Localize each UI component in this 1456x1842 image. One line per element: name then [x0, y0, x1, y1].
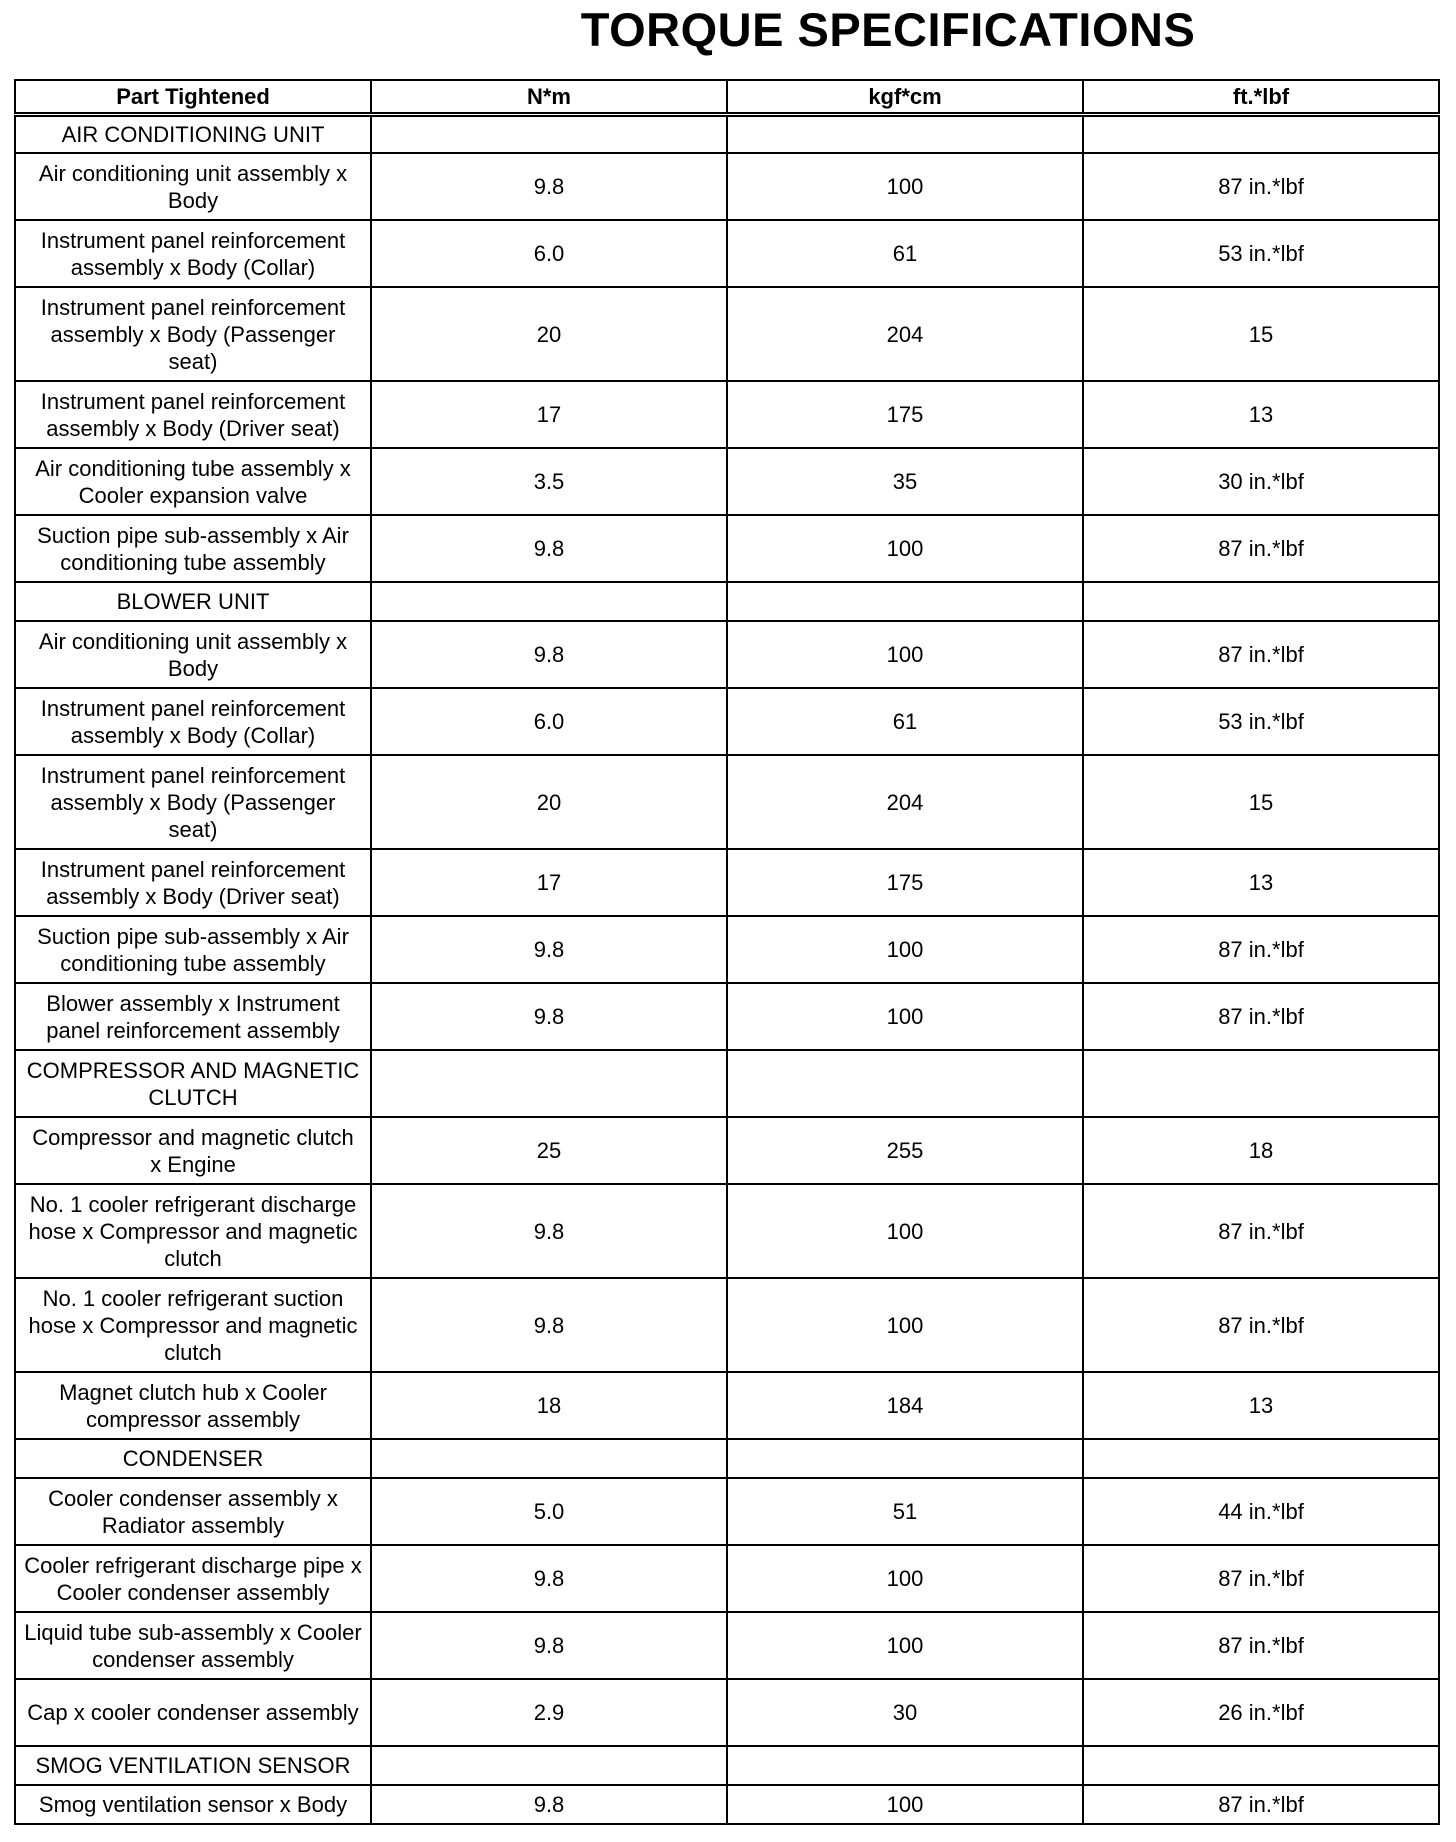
kgf-cell: 100: [727, 1612, 1083, 1679]
part-cell: Cap x cooler condenser assembly: [15, 1679, 371, 1746]
kgf-cell: [727, 582, 1083, 621]
table-row: [15, 1785, 1439, 1824]
section-header-row: [15, 114, 1439, 153]
nm-cell: 9.8: [371, 1785, 727, 1824]
nm-cell: 5.0: [371, 1478, 727, 1545]
ft-cell: 13: [1083, 1372, 1439, 1439]
ft-cell: 87 in.*lbf: [1083, 515, 1439, 582]
table-header-row: [15, 80, 1439, 114]
ft-cell: 53 in.*lbf: [1083, 688, 1439, 755]
ft-cell: 26 in.*lbf: [1083, 1679, 1439, 1746]
part-cell: Instrument panel reinforcement assembly x Body (Collar): [15, 688, 371, 755]
kgf-cell: 175: [727, 381, 1083, 448]
nm-cell: [371, 1439, 727, 1478]
table-row: [15, 849, 1439, 916]
nm-cell: 9.8: [371, 916, 727, 983]
section-header-row: [15, 1439, 1439, 1478]
kgf-cell: 204: [727, 755, 1083, 849]
kgf-cell: [727, 1439, 1083, 1478]
table-row: [15, 916, 1439, 983]
section-title: BLOWER UNIT: [15, 582, 371, 621]
section-header-row: [15, 1746, 1439, 1785]
kgf-cell: [727, 1050, 1083, 1117]
ft-cell: [1083, 1050, 1439, 1117]
part-cell: Instrument panel reinforcement assembly x Body (Passenger seat): [15, 287, 371, 381]
part-cell: No. 1 cooler refrigerant suction hose x Compressor and magnetic clutch: [15, 1278, 371, 1372]
nm-cell: 2.9: [371, 1679, 727, 1746]
nm-cell: 9.8: [371, 153, 727, 220]
part-cell: Cooler refrigerant discharge pipe x Cooler condenser assembly: [15, 1545, 371, 1612]
nm-cell: 9.8: [371, 1278, 727, 1372]
nm-cell: [371, 114, 727, 153]
part-cell: Air conditioning unit assembly x Body: [15, 153, 371, 220]
part-cell: Compressor and magnetic clutch x Engine: [15, 1117, 371, 1184]
ft-cell: 53 in.*lbf: [1083, 220, 1439, 287]
table-row: [15, 1612, 1439, 1679]
kgf-cell: 100: [727, 1545, 1083, 1612]
kgf-cell: 204: [727, 287, 1083, 381]
ft-cell: [1083, 114, 1439, 153]
table-row: [15, 287, 1439, 381]
ft-cell: 87 in.*lbf: [1083, 1545, 1439, 1612]
part-cell: Smog ventilation sensor x Body: [15, 1785, 371, 1824]
table-row: [15, 153, 1439, 220]
table-row: [15, 220, 1439, 287]
page-title: TORQUE SPECIFICATIONS: [580, 3, 1196, 56]
ft-cell: 87 in.*lbf: [1083, 621, 1439, 688]
column-header-ft: ft.*lbf: [1083, 80, 1439, 114]
part-cell: Instrument panel reinforcement assembly x Body (Collar): [15, 220, 371, 287]
column-header-part: Part Tightened: [15, 80, 371, 114]
kgf-cell: 255: [727, 1117, 1083, 1184]
ft-cell: 87 in.*lbf: [1083, 916, 1439, 983]
part-cell: No. 1 cooler refrigerant discharge hose x Compressor and magnetic clutch: [15, 1184, 371, 1278]
table-body: [15, 114, 1439, 1824]
table-row: [15, 448, 1439, 515]
ft-cell: 87 in.*lbf: [1083, 1785, 1439, 1824]
nm-cell: 6.0: [371, 688, 727, 755]
ft-cell: 13: [1083, 849, 1439, 916]
nm-cell: 25: [371, 1117, 727, 1184]
table-row: [15, 381, 1439, 448]
ft-cell: 30 in.*lbf: [1083, 448, 1439, 515]
column-header-nm: N*m: [371, 80, 727, 114]
kgf-cell: 100: [727, 153, 1083, 220]
ft-cell: 87 in.*lbf: [1083, 153, 1439, 220]
section-header-row: [15, 1050, 1439, 1117]
nm-cell: 9.8: [371, 1184, 727, 1278]
nm-cell: 17: [371, 849, 727, 916]
table-row: [15, 1679, 1439, 1746]
part-cell: Magnet clutch hub x Cooler compressor assembly: [15, 1372, 371, 1439]
column-header-kgf: kgf*cm: [727, 80, 1083, 114]
table-row: [15, 755, 1439, 849]
kgf-cell: 175: [727, 849, 1083, 916]
ft-cell: 87 in.*lbf: [1083, 983, 1439, 1050]
ft-cell: 18: [1083, 1117, 1439, 1184]
table-row: [15, 1117, 1439, 1184]
nm-cell: 18: [371, 1372, 727, 1439]
part-cell: Blower assembly x Instrument panel reinforcement assembly: [15, 983, 371, 1050]
ft-cell: [1083, 1439, 1439, 1478]
part-cell: Air conditioning tube assembly x Cooler expansion valve: [15, 448, 371, 515]
part-cell: Cooler condenser assembly x Radiator assembly: [15, 1478, 371, 1545]
ft-cell: [1083, 582, 1439, 621]
nm-cell: 17: [371, 381, 727, 448]
part-cell: Instrument panel reinforcement assembly x Body (Passenger seat): [15, 755, 371, 849]
kgf-cell: [727, 1746, 1083, 1785]
nm-cell: 9.8: [371, 1612, 727, 1679]
table-row: [15, 1478, 1439, 1545]
part-cell: Instrument panel reinforcement assembly x Body (Driver seat): [15, 381, 371, 448]
nm-cell: 6.0: [371, 220, 727, 287]
nm-cell: 9.8: [371, 983, 727, 1050]
nm-cell: 9.8: [371, 515, 727, 582]
table-row: [15, 983, 1439, 1050]
part-cell: Suction pipe sub-assembly x Air conditioning tube assembly: [15, 916, 371, 983]
table-row: [15, 688, 1439, 755]
kgf-cell: 30: [727, 1679, 1083, 1746]
kgf-cell: 100: [727, 515, 1083, 582]
kgf-cell: [727, 114, 1083, 153]
table-row: [15, 515, 1439, 582]
part-cell: Liquid tube sub-assembly x Cooler condenser assembly: [15, 1612, 371, 1679]
ft-cell: 13: [1083, 381, 1439, 448]
kgf-cell: 61: [727, 688, 1083, 755]
nm-cell: [371, 1050, 727, 1117]
ft-cell: 87 in.*lbf: [1083, 1184, 1439, 1278]
part-cell: Air conditioning unit assembly x Body: [15, 621, 371, 688]
nm-cell: 3.5: [371, 448, 727, 515]
section-title: SMOG VENTILATION SENSOR: [15, 1746, 371, 1785]
ft-cell: [1083, 1746, 1439, 1785]
ft-cell: 87 in.*lbf: [1083, 1278, 1439, 1372]
part-cell: Suction pipe sub-assembly x Air conditioning tube assembly: [15, 515, 371, 582]
kgf-cell: 35: [727, 448, 1083, 515]
kgf-cell: 100: [727, 1278, 1083, 1372]
ft-cell: 44 in.*lbf: [1083, 1478, 1439, 1545]
section-title: COMPRESSOR AND MAGNETIC CLUTCH: [15, 1050, 371, 1117]
ft-cell: 87 in.*lbf: [1083, 1612, 1439, 1679]
ft-cell: 15: [1083, 287, 1439, 381]
table-row: [15, 1278, 1439, 1372]
nm-cell: 9.8: [371, 621, 727, 688]
kgf-cell: 100: [727, 1785, 1083, 1824]
table-row: [15, 1372, 1439, 1439]
section-header-row: [15, 582, 1439, 621]
nm-cell: 20: [371, 287, 727, 381]
kgf-cell: 100: [727, 1184, 1083, 1278]
nm-cell: 9.8: [371, 1545, 727, 1612]
kgf-cell: 184: [727, 1372, 1083, 1439]
kgf-cell: 51: [727, 1478, 1083, 1545]
kgf-cell: 61: [727, 220, 1083, 287]
nm-cell: 20: [371, 755, 727, 849]
section-title: CONDENSER: [15, 1439, 371, 1478]
nm-cell: [371, 1746, 727, 1785]
torque-spec-table: [14, 79, 1440, 1825]
kgf-cell: 100: [727, 983, 1083, 1050]
kgf-cell: 100: [727, 916, 1083, 983]
nm-cell: [371, 582, 727, 621]
ft-cell: 15: [1083, 755, 1439, 849]
table-row: [15, 1184, 1439, 1278]
table-row: [15, 621, 1439, 688]
kgf-cell: 100: [727, 621, 1083, 688]
section-title: AIR CONDITIONING UNIT: [15, 114, 371, 153]
table-row: [15, 1545, 1439, 1612]
part-cell: Instrument panel reinforcement assembly x Body (Driver seat): [15, 849, 371, 916]
